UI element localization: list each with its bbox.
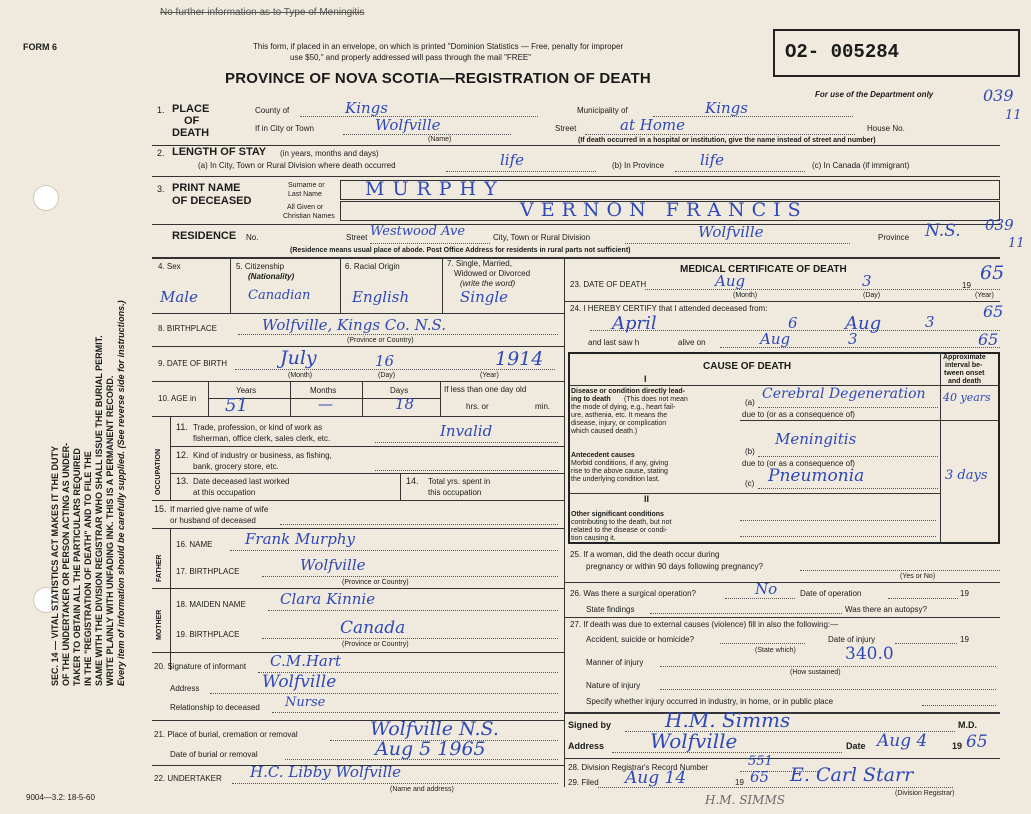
q3-label-2: OF DECEASED (172, 195, 252, 207)
q1-label-3: DEATH (172, 127, 210, 139)
death-month-caption: (Month) (733, 292, 758, 299)
antecedent-4: the underlying condition last. (571, 476, 660, 483)
cause-intro-6: disease, injury, or complication (571, 420, 667, 427)
residence-label: RESIDENCE (172, 230, 237, 242)
q3-num: 3. (157, 184, 165, 194)
dob-month-caption: (Month) (288, 372, 313, 379)
interval-label-2: interval be- (945, 362, 983, 369)
attended-from-day: 6 (788, 314, 798, 332)
roman-2: II (644, 494, 650, 504)
form-title: PROVINCE OF NOVA SCOTIA—REGISTRATION OF DEATH (225, 70, 651, 87)
antecedent-2: Morbid conditions, if any, giving (571, 460, 669, 467)
interval-label-3: tween onset (944, 370, 985, 377)
side-line-1: SEC. 14 — VITAL STATISTICS ACT MAKES IT THE DUTY (50, 445, 60, 686)
last-seen-day: 3 (848, 330, 858, 348)
q13-num: 13. (176, 476, 189, 486)
filed-date: Aug 14 (625, 768, 687, 788)
sex-value: Male (160, 288, 198, 306)
stay-b-label: (b) In Province (612, 161, 665, 170)
residence-note: (Residence means usual place of abode. Post Office Address for residents in rural parts not sufficient) (290, 247, 631, 254)
cause-b-value: Meningitis (775, 430, 857, 448)
marital-label-3: (write the word) (460, 279, 516, 288)
death-day: 3 (862, 272, 872, 290)
q2-label: LENGTH OF STAY (172, 146, 267, 158)
racial-value: English (352, 288, 410, 306)
surname-label-2: Last Name (288, 191, 322, 198)
mother-side-label: MOTHER (156, 609, 163, 640)
burial-date-label: Date of burial or removal (170, 750, 258, 759)
q17-label: 17. BIRTHPLACE (176, 567, 240, 576)
registrar-caption: (Division Registrar) (895, 790, 955, 797)
roman-1: I (644, 374, 647, 384)
residence-street-label: Street (346, 233, 368, 242)
signed-label: Signed by (568, 720, 612, 730)
burial-date: Aug 5 1965 (375, 738, 486, 760)
yes-no-caption: (Yes or No) (900, 573, 936, 580)
hospital-note: (If death occurred in a hospital or institution, give the name instead of street and number) (578, 137, 876, 144)
q27-text-3: Date of injury (828, 635, 876, 644)
q28-label: 28. Division Registrar's Record Number (568, 763, 709, 772)
sign-date-year: 65 (966, 732, 988, 752)
q25-text-2: pregnancy or within 90 days following pregnancy? (586, 562, 763, 571)
birthplace-value: Wolfville, Kings Co. N.S. (262, 316, 447, 334)
dept-code-1: 039 (983, 86, 1014, 105)
cause-c-value: Pneumonia (768, 466, 865, 486)
county-label: County of (255, 106, 290, 115)
given-value: VERNON FRANCIS (520, 199, 808, 221)
other-2: contributing to the death, but not (571, 519, 672, 526)
interval-label-4: and death (948, 378, 982, 385)
pencil-stamp: H.M. SIMMS (705, 793, 785, 807)
surname-value: MURPHY (365, 178, 505, 200)
how-sustained-caption: (How sustained) (790, 669, 841, 676)
less-day-2: hrs. or (466, 402, 489, 411)
burial-place: Wolfville N.S. (370, 718, 499, 740)
last-seen-month: Aug (760, 330, 791, 348)
q27-text-2: Accident, suicide or homicide? (586, 635, 695, 644)
sex-label: 4. Sex (158, 262, 181, 271)
doctor-address-label: Address (568, 741, 605, 751)
relationship-value: Nurse (285, 695, 326, 710)
manner-label: Manner of injury (586, 658, 644, 667)
last-seen-year: 65 (978, 330, 999, 349)
cause-a-value: Cerebral Degeneration (762, 386, 926, 402)
attended-to-day: 3 (925, 313, 935, 331)
q26-text-3: 19 (960, 589, 969, 598)
dept-use-label: For use of the Department only (815, 90, 934, 99)
side-line-3: TAKER TO OBTAIN ALL THE PARTICULARS REQUIRED (72, 448, 82, 686)
stay-a-label: (a) In City, Town or Rural Division where death occurred (198, 161, 396, 170)
residence-city-label: City, Town or Rural Division (493, 233, 591, 242)
record-no: 551 (748, 754, 773, 769)
side-line-7: Every item of information should be carefully supplied. (See reverse side for instructions.) (116, 300, 126, 686)
q1-num: 1. (157, 105, 165, 115)
house-label: House No. (867, 124, 905, 133)
q21-label: 21. Place of burial, cremation or removal (154, 730, 298, 739)
father-prov-caption: (Province or Country) (342, 579, 409, 586)
doctor-address: Wolfville (650, 729, 738, 753)
q26-text-4: State findings (586, 605, 635, 614)
q26-text-1: 26. Was there a surgical operation? (570, 589, 696, 598)
side-line-2: OF THE UNDERTAKER OR PERSON ACTING AS UNDER- (61, 442, 71, 686)
age-months: — (318, 395, 333, 413)
cause-title: CAUSE OF DEATH (703, 361, 792, 372)
dob-year: 1914 (495, 348, 544, 370)
age-years-label: Years (236, 386, 257, 395)
cause-b-label: (b) (745, 447, 755, 456)
mother-name: Clara Kinnie (280, 590, 376, 608)
filed-prefix: 19 (735, 778, 744, 787)
given-label-2: Christian Names (283, 213, 335, 220)
citizenship-sub: (Nationality) (248, 272, 295, 281)
age-label: 10. AGE in (158, 394, 197, 403)
death-year-caption: (Year) (975, 292, 994, 299)
municipality-label: Municipality of (577, 106, 628, 115)
residence-no-label: No. (246, 233, 259, 242)
state-which-caption: (State which) (755, 647, 796, 654)
q15-num: 15. (154, 504, 167, 514)
footer-code: 9004—3.2: 18-5-60 (26, 793, 95, 802)
side-instructions (50, 131, 150, 686)
last-seen-label-1: and last saw h (588, 338, 640, 347)
cause-intro-7: which caused death.) (571, 428, 638, 435)
q13-text-2: at this occupation (193, 488, 256, 497)
cause-intro-3: (This does not mean (624, 396, 688, 403)
q11-text-1: Trade, profession, or kind of work as (193, 423, 323, 432)
record-number-box (773, 29, 1020, 77)
cause-c-label: (c) (745, 479, 755, 488)
age-days: 18 (395, 395, 415, 413)
dept-code-2: 11 (1005, 108, 1022, 123)
birthplace-label: 8. BIRTHPLACE (158, 324, 217, 333)
cause-c-interval: 3 days (945, 468, 988, 483)
residence-province-label: Province (878, 233, 910, 242)
last-seen-label-2: alive on (678, 338, 706, 347)
death-year: 65 (980, 262, 1005, 284)
given-label-1: All Given or (287, 204, 324, 211)
cause-intro-2: ing to death (571, 396, 611, 403)
q27-text-1: 27. If death was due to external causes (violence) fill in also the following:— (570, 620, 839, 629)
q12-text-1: Kind of industry or business, as fishing, (193, 451, 332, 460)
relationship-label: Relationship to deceased (170, 703, 260, 712)
informant-address-label: Address (170, 684, 200, 693)
death-day-caption: (Day) (863, 292, 881, 299)
municipality-value: Kings (705, 99, 748, 117)
manner-code: 340.0 (845, 644, 894, 664)
q13-text-1: Date deceased last worked (193, 477, 290, 486)
q2-num: 2. (157, 148, 165, 158)
stay-a-value: life (500, 151, 525, 169)
envelope-note-1: This form, if placed in an envelope, on which is printed "Dominion Statistics — Free, penalty for improper (253, 42, 624, 51)
sign-date-label: Date (846, 741, 866, 751)
surgical-value: No (755, 580, 778, 598)
marital-label-1: 7. Single, Married, (447, 259, 512, 268)
birthplace-caption: (Province or Country) (347, 337, 414, 344)
sign-date-prefix: 19 (952, 741, 963, 751)
city-caption: (Name) (428, 136, 452, 143)
undertaker-value: H.C. Libby Wolfville (250, 763, 402, 781)
q27-text-4: 19 (960, 635, 969, 644)
marital-value: Single (460, 288, 509, 306)
dob-year-caption: (Year) (480, 372, 499, 379)
q11-value: Invalid (440, 422, 493, 440)
informant-address: Wolfville (262, 672, 337, 692)
q15-text-1: If married give name of wife (170, 505, 269, 514)
struck-note: No further information as to Type of Meningitis (160, 7, 365, 18)
cause-a-interval: 40 years (943, 391, 991, 404)
filed-year: 65 (750, 768, 770, 786)
stay-b-value: life (700, 151, 725, 169)
nature-label: Nature of injury (586, 681, 641, 690)
antecedent-3: rise to the above cause, stating (571, 468, 668, 475)
q11-text-2: fisherman, office clerk, sales clerk, etc. (193, 434, 331, 443)
attended-from: April (612, 313, 657, 334)
side-line-4: IN THE "REGISTRATION OF DEATH" AND TO FILE THE (83, 451, 93, 686)
cause-a-label: (a) (745, 398, 755, 407)
q3-label-1: PRINT NAME (172, 182, 241, 194)
q1-label-1: PLACE (172, 103, 210, 115)
q20-label: 20. Signature of informant (154, 662, 247, 671)
father-name: Frank Murphy (245, 530, 355, 548)
marital-label-2: Widowed or Divorced (454, 269, 531, 278)
sign-date-value: Aug 4 (877, 731, 928, 751)
q15-text-2: or husband of deceased (170, 516, 256, 525)
form-label: FORM 6 (23, 42, 58, 52)
residence-province: N.S. (925, 221, 961, 241)
age-months-label: Months (310, 386, 337, 395)
less-day-3: min. (535, 402, 551, 411)
citizenship-label: 5. Citizenship (236, 262, 285, 271)
mother-prov-caption: (Province or Country) (342, 641, 409, 648)
medical-title: MEDICAL CERTIFICATE OF DEATH (680, 264, 847, 275)
side-line-5: SAME WITH THE DIVISION REGISTRAR WHO SHALL ISSUE THE BURIAL PERMIT. (94, 335, 104, 686)
record-number: O2- 005284 (785, 41, 900, 63)
cause-intro-5: ure, asthenia, etc. It means the (571, 412, 668, 419)
q2-units: (in years, months and days) (280, 149, 379, 158)
q14-num: 14. (406, 476, 419, 486)
surname-label-1: Surname or (288, 182, 325, 189)
city-value: Wolfville (375, 116, 441, 134)
q22-label: 22. UNDERTAKER (154, 774, 222, 783)
q16-label: 16. NAME (176, 540, 213, 549)
residence-street: Westwood Ave (370, 224, 466, 239)
q14-text-1: Total yrs. spent in (428, 477, 491, 486)
dob-day-caption: (Day) (378, 372, 396, 379)
county-value: Kings (345, 99, 388, 117)
street-label: Street (555, 124, 577, 133)
cause-intro-4: the mode of dying, e.g., heart fail- (571, 404, 676, 411)
mother-birthplace: Canada (340, 618, 406, 638)
undertaker-caption: (Name and address) (390, 786, 454, 793)
residence-code-1: 039 (985, 216, 1014, 234)
q18-label: 18. MAIDEN NAME (176, 600, 246, 609)
other-1: Other significant conditions (571, 511, 664, 518)
interval-label-1: Approximate (943, 354, 986, 361)
residence-city: Wolfville (698, 223, 764, 241)
specify-text: Specify whether injury occurred in industry, in home, or in public place (586, 697, 834, 706)
stay-c-label: (c) In Canada (if immigrant) (812, 161, 910, 170)
other-4: tion causing it. (571, 535, 616, 542)
q29-label: 29. Filed (568, 778, 599, 787)
age-days-label: Days (390, 386, 409, 395)
father-side-label: FATHER (156, 554, 163, 582)
dob-label: 9. DATE OF BIRTH (158, 359, 228, 368)
attended-to: Aug (845, 313, 882, 334)
envelope-note-2: use $50," and properly addressed will pass through the mail "FREE" (290, 53, 532, 62)
residence-code-2: 11 (1008, 236, 1025, 251)
age-years: 51 (225, 395, 248, 416)
citizenship-value: Canadian (248, 288, 311, 303)
q25-text-1: 25. If a woman, did the death occur during (570, 550, 720, 559)
side-line-6: WRITE PLAINLY WITH UNFADING INK. THIS IS A PERMANENT RECORD. (105, 375, 115, 686)
death-month: Aug (715, 272, 746, 290)
occupation-side-label: OCCUPATION (155, 448, 162, 495)
informant-signature: C.M.Hart (270, 652, 342, 670)
due-to-a: due to (or as a consequence of) (742, 410, 855, 419)
q12-text-2: bank, grocery store, etc. (193, 462, 279, 471)
dob-day: 16 (375, 352, 395, 370)
q19-label: 19. BIRTHPLACE (176, 630, 240, 639)
antecedent-1: Antecedent causes (571, 452, 635, 459)
q14-text-2: this occupation (428, 488, 482, 497)
q23-label: 23. DATE OF DEATH (570, 280, 647, 289)
q24-label: 24. I HEREBY CERTIFY that I attended deceased from: (570, 304, 768, 313)
registrar-signature: E. Carl Starr (790, 764, 914, 786)
due-to-b: due to (or as a consequence of) (742, 459, 855, 468)
attended-year: 65 (983, 302, 1004, 321)
cause-intro-1: Disease or condition directly lead- (571, 388, 685, 395)
signed-value: H.M. Simms (665, 708, 791, 732)
death-year-prefix: 19 (962, 281, 971, 290)
street-value: at Home (620, 116, 685, 134)
other-3: related to the disease or condi- (571, 527, 668, 534)
dob-month: July (280, 347, 317, 369)
md-label: M.D. (958, 720, 977, 730)
q1-label-2: OF (184, 115, 200, 127)
q26-text-5: Was there an autopsy? (845, 605, 927, 614)
city-label: If in City or Town (255, 124, 314, 133)
q12-num: 12. (176, 450, 189, 460)
q26-text-2: Date of operation (800, 589, 862, 598)
racial-label: 6. Racial Origin (345, 262, 400, 271)
father-birthplace: Wolfville (300, 556, 366, 574)
less-day-1: If less than one day old (444, 385, 527, 394)
q11-num: 11. (176, 422, 188, 432)
